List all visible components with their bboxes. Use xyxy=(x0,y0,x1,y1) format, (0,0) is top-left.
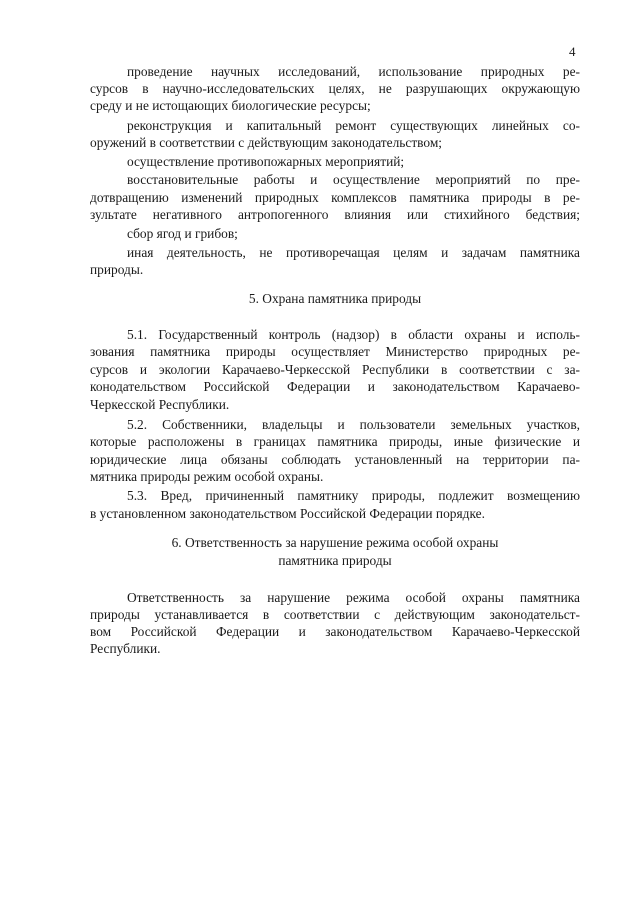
section-heading: памятника природы xyxy=(278,553,392,568)
text-line: мятника природы режим особой охраны. xyxy=(90,469,324,484)
text-line: Черкесской Республики. xyxy=(90,397,230,412)
text-line: конодательством Российской Федерации и законодательством Карачаево- xyxy=(90,379,580,394)
text-line: зования памятника природы осуществляет Министерство природных ре- xyxy=(90,344,580,359)
text-line: дотвращению изменений природных комплексов памятника природы в ре- xyxy=(90,190,580,205)
text-line: 5.2. Собственники, владельцы и пользователи земельных участков, xyxy=(127,417,580,432)
text-line: 5.1. Государственный контроль (надзор) в области охраны и исполь- xyxy=(127,327,580,342)
text-line: зультате негативного антропогенного влияния или стихийного бедствия; xyxy=(90,207,580,222)
text-line: осуществление противопожарных мероприятий; xyxy=(127,154,405,169)
text-line: в установленном законодательством Российской Федерации порядке. xyxy=(90,506,485,521)
text-line: реконструкция и капитальный ремонт существующих линейных со- xyxy=(127,118,580,133)
text-line: 5.3. Вред, причиненный памятнику природы, подлежит возмещению xyxy=(127,488,580,503)
section-heading: 5. Охрана памятника природы xyxy=(248,291,422,306)
page-number: 4 xyxy=(569,44,576,59)
text-line: оружений в соответствии с действующим законодательством; xyxy=(90,135,443,150)
text-line: природы. xyxy=(90,262,144,277)
text-line: сурсов в научно-исследовательских целях, не разрушающих окружающую xyxy=(90,81,580,96)
text-line: Республики. xyxy=(90,641,161,656)
text-line: иная деятельность, не противоречащая целям и задачам памятника xyxy=(127,245,580,260)
text-line: восстановительные работы и осуществление мероприятий по пре- xyxy=(127,172,580,187)
text-line: природы устанавливается в соответствии с действующим законодательст- xyxy=(90,607,580,622)
text-line: Ответственность за нарушение режима особой охраны памятника xyxy=(127,590,580,605)
text-line: вом Российской Федерации и законодательством Карачаево-Черкесской xyxy=(90,624,580,639)
text-line: среду и не истощающих биологические ресурсы; xyxy=(90,98,371,113)
text-line: сбор ягод и грибов; xyxy=(127,226,238,241)
section-heading: 6. Ответственность за нарушение режима особой охраны xyxy=(171,535,499,550)
text-line: которые расположены в границах памятника природы, иные физические и xyxy=(90,434,580,449)
text-line: юридические лица обязаны соблюдать установленный на территории па- xyxy=(90,452,580,467)
text-line: проведение научных исследований, использование природных ре- xyxy=(127,64,580,79)
text-line: сурсов и экологии Карачаево-Черкесской Республики в соответствии с за- xyxy=(90,362,580,377)
